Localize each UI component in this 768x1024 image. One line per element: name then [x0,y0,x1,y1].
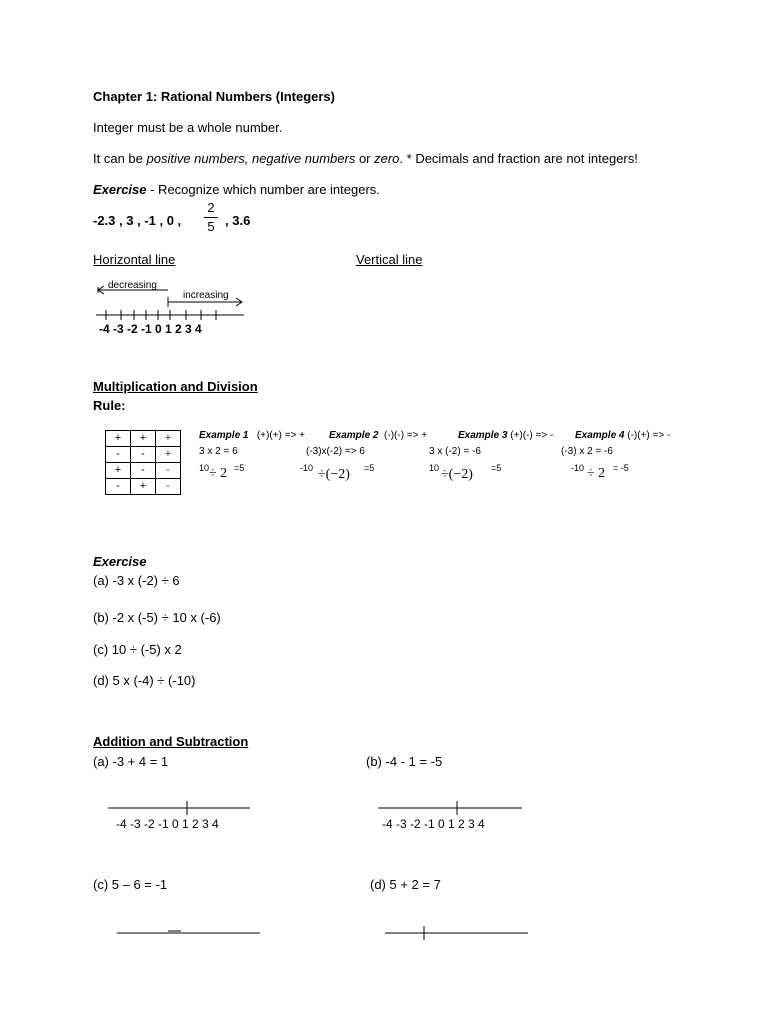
example-3-num: 10 [429,463,440,473]
integer-description: It can be positive numbers, negative numbers or zero. * Decimals and fraction are not integers! [93,151,638,166]
number-line-a-labels: -4 -3 -2 -1 0 1 2 3 4 [116,817,219,831]
grid-cell: - [156,463,181,479]
increasing-label: increasing [183,290,229,301]
sign-rule-grid [105,430,181,495]
example-4-result: = -5 [613,463,629,473]
decreasing-label: decreasing [108,280,157,291]
multiplication-division-heading: Multiplication and Division [93,379,258,394]
example-2-calc: (-3)x(-2) => 6 [306,446,365,457]
exercise-item-d: (d) 5 x (-4) ÷ (-10) [93,673,196,688]
grid-row [106,463,181,479]
addition-d: (d) 5 + 2 = 7 [370,877,441,892]
exercise-item-b: (b) -2 x (-5) ÷ 10 x (-6) [93,610,221,625]
example-1-result: =5 [234,463,245,473]
example-4-header: Example 4 (-)(+) => - [575,430,671,441]
exercise-2-label: Exercise [93,554,147,569]
number-line-d [385,926,528,940]
number-line-b [378,801,522,815]
addition-a: (a) -3 + 4 = 1 [93,754,169,769]
grid-cell: + [156,447,181,463]
example-1-header: Example 1 (+)(+) => + [199,430,305,441]
example-3-header: Example 3 (+)(-) => - [458,430,554,441]
exercise-items-after: , 3.6 [225,213,251,228]
horizontal-line-heading: Horizontal line [93,252,176,267]
grid-cell: + [131,479,156,495]
vertical-line-heading: Vertical line [356,252,423,267]
grid-cell: + [131,431,156,447]
grid-cell: - [156,479,181,495]
example-2-result: =5 [364,463,375,473]
rule-label: Rule: [93,398,126,413]
exercise-item-c: (c) 10 ÷ (-5) x 2 [93,642,182,657]
example-2-num: -10 [300,463,314,473]
number-line-a [108,801,250,815]
exercise-items-before: -2.3 , 3 , -1 , 0 , [93,213,182,228]
number-line-c [117,931,260,933]
number-line-top-labels: -4 -3 -2 -1 0 1 2 3 4 [99,322,202,336]
grid-cell: + [106,463,131,479]
grid-cell: - [106,479,131,495]
example-2-header: Example 2 (-)(-) => + [329,430,428,441]
grid-cell: - [131,463,156,479]
page-title: Chapter 1: Rational Numbers (Integers) [93,89,335,104]
addition-subtraction-heading: Addition and Subtraction [93,734,249,749]
example-4-divisor: ÷ 2 [587,466,606,481]
integer-definition: Integer must be a whole number. [93,120,283,135]
subtraction-b: (b) -4 - 1 = -5 [366,754,443,769]
exercise-item-a: (a) -3 x (-2) ÷ 6 [93,573,180,588]
grid-cell: + [156,431,181,447]
example-1-num: 10 [199,463,210,473]
subtraction-c: (c) 5 – 6 = -1 [93,877,168,892]
grid-cell: - [131,447,156,463]
example-2-divisor: ÷(−2) [318,467,350,482]
number-line-b-labels: -4 -3 -2 -1 0 1 2 3 4 [382,817,485,831]
example-3-calc: 3 x (-2) = -6 [429,446,481,457]
example-4-calc: (-3) x 2 = -6 [561,446,613,457]
number-line-top [96,310,244,320]
exercise-recognize: Exercise - Recognize which number are integers. [93,182,380,197]
example-1-calc: 3 x 2 = 6 [199,446,238,457]
example-1-divisor: ÷ 2 [209,466,228,481]
grid-row [106,479,181,495]
fraction-two-fifths: 2 5 [204,201,218,234]
grid-row [106,431,181,447]
example-3-divisor: ÷(−2) [441,467,473,482]
grid-cell: + [106,431,131,447]
grid-cell: - [106,447,131,463]
example-4-num: -10 [571,463,585,473]
grid-row [106,447,181,463]
example-3-result: =5 [491,463,502,473]
